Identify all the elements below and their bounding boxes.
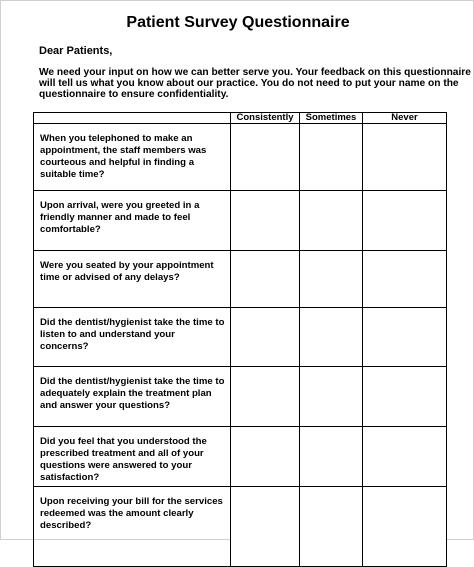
answer-cell-sometimes[interactable]: [300, 308, 363, 367]
question-cell: [34, 124, 231, 191]
answer-cell-sometimes[interactable]: [300, 124, 363, 191]
question-line: described?: [40, 520, 92, 531]
answer-cell-sometimes[interactable]: [300, 191, 363, 251]
table-row: [34, 191, 447, 251]
question-cell: [34, 367, 231, 427]
page-title: Patient Survey Questionnaire: [126, 14, 350, 31]
question-line: and answer your questions?: [40, 400, 171, 411]
question-cell: [34, 191, 231, 251]
survey-table: [33, 112, 447, 567]
answer-cell-consistently[interactable]: [231, 191, 300, 251]
header-row: [34, 113, 447, 124]
question-line: Did you feel that you understood the: [40, 436, 207, 447]
question-line: redeemed was the amount clearly: [40, 508, 194, 519]
question-line: questions were answered to your: [40, 460, 192, 471]
answer-cell-consistently[interactable]: [231, 487, 300, 567]
column-header-question: [34, 113, 231, 124]
question-line: appointment, the staff members was: [40, 145, 207, 156]
answer-cell-consistently[interactable]: [231, 427, 300, 487]
question-line: Upon arrival, were you greeted in a: [40, 200, 200, 211]
column-header-consistently: Consistently: [231, 113, 300, 124]
table-row: [34, 124, 447, 191]
question-cell: [34, 308, 231, 367]
question-cell: [34, 427, 231, 487]
answer-cell-sometimes[interactable]: [300, 427, 363, 487]
answer-cell-consistently[interactable]: [231, 367, 300, 427]
answer-cell-sometimes[interactable]: [300, 251, 363, 308]
question-line: Were you seated by your appointment: [40, 260, 214, 271]
question-line: comfortable?: [40, 224, 101, 235]
question-cell: [34, 487, 231, 567]
intro-line: We need your input on how we can better serve you. Your feedback on this questionnaire: [39, 67, 471, 78]
answer-cell-consistently[interactable]: [231, 251, 300, 308]
question-line: listen to and understand your: [40, 329, 175, 340]
question-line: satisfaction?: [40, 472, 100, 483]
question-line: courteous and helpful in finding a: [40, 157, 195, 168]
table-row: [34, 367, 447, 427]
answer-cell-never[interactable]: [363, 487, 447, 567]
column-header-never: Never: [363, 113, 447, 124]
question-line: adequately explain the treatment plan: [40, 388, 212, 399]
answer-cell-never[interactable]: [363, 367, 447, 427]
question-cell: [34, 251, 231, 308]
table-row: [34, 487, 447, 567]
question-line: suitable time?: [40, 169, 105, 180]
answer-cell-sometimes[interactable]: [300, 487, 363, 567]
answer-cell-never[interactable]: [363, 251, 447, 308]
intro-paragraph: [39, 67, 471, 100]
answer-cell-sometimes[interactable]: [300, 367, 363, 427]
question-line: Did the dentist/hygienist take the time to: [40, 376, 225, 387]
question-line: Did the dentist/hygienist take the time to: [40, 317, 225, 328]
question-line: time or advised of any delays?: [40, 272, 180, 283]
question-line: Upon receiving your bill for the services: [40, 496, 223, 507]
intro-line: will tell us what you know about our practice. You do not need to put your name on the: [39, 77, 459, 89]
answer-cell-never[interactable]: [363, 308, 447, 367]
answer-cell-never[interactable]: [363, 427, 447, 487]
question-line: friendly manner and made to feel: [40, 212, 191, 223]
answer-cell-never[interactable]: [363, 191, 447, 251]
table-row: [34, 427, 447, 487]
column-header-sometimes: Sometimes: [300, 113, 363, 124]
table-row: [34, 251, 447, 308]
answer-cell-never[interactable]: [363, 124, 447, 191]
question-line: concerns?: [40, 341, 89, 352]
question-line: When you telephoned to make an: [40, 133, 193, 144]
answer-cell-consistently[interactable]: [231, 308, 300, 367]
question-line: prescribed treatment and all of your: [40, 448, 204, 459]
greeting-text: Dear Patients,: [39, 45, 113, 57]
table-row: [34, 308, 447, 367]
answer-cell-consistently[interactable]: [231, 124, 300, 191]
intro-line: questionnaire to ensure confidentiality.: [39, 88, 229, 100]
